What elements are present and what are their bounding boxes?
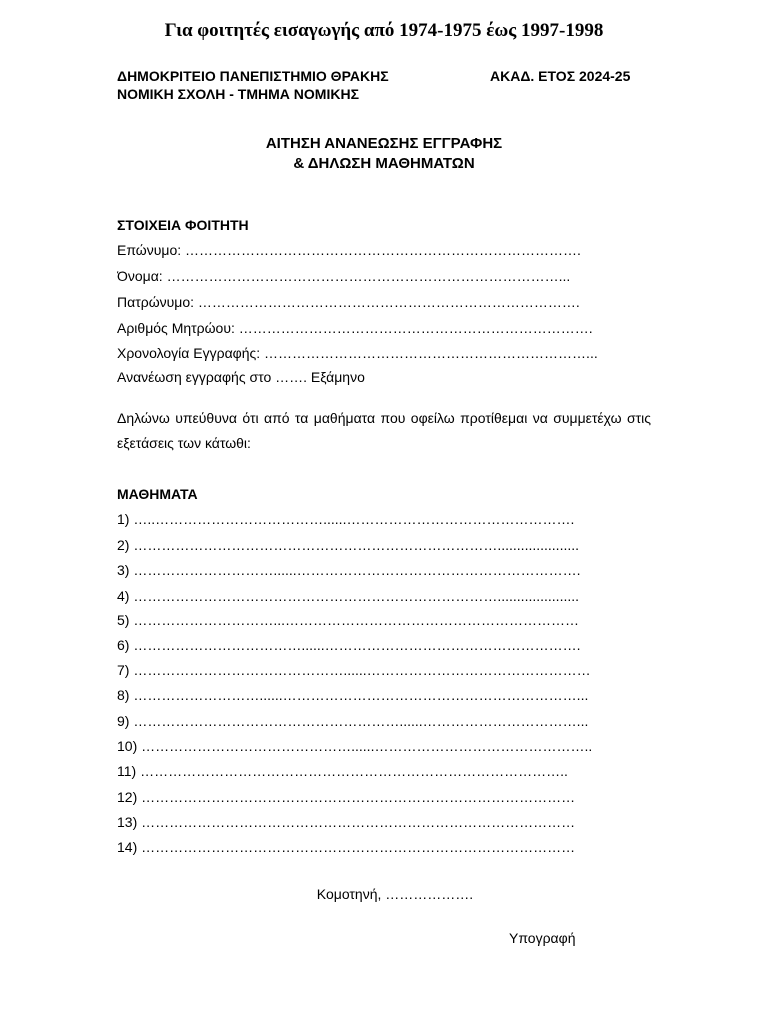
course-line: 10) ………………………………………......………………………………………..	[117, 738, 593, 754]
student-details-heading: ΣΤΟΙΧΕΙΑ ΦΟΙΤΗΤΗ	[117, 217, 249, 233]
course-line: 3) …………………………......…………………………………………………….	[117, 562, 581, 578]
surname-field: Επώνυμο: ………………………………………………………………………….	[117, 242, 581, 258]
renewal-semester-field: Ανανέωση εγγραφής στο ……. Εξάμηνο	[117, 369, 365, 385]
signature-label: Υπογραφή	[509, 930, 576, 946]
course-line: 14) …………………………………………………………………………………	[117, 839, 576, 855]
form-title	[0, 134, 768, 174]
registry-number-field: Αριθμός Μητρώου: ………………………………………………………………….	[117, 320, 593, 336]
enrollment-year-field: Χρονολογία Εγγραφής: ……………………………………………………………...	[117, 345, 598, 361]
course-line: 1) …..………………………………......………………………………………….	[117, 511, 575, 527]
place-date: Κομοτηνή, ……………….	[316, 886, 474, 902]
course-line: 5) …………………………...………………………………………………………	[117, 612, 580, 628]
academic-year: ΑΚΑΔ. ΕΤΟΣ 2024-25	[490, 68, 631, 84]
course-line: 7) ………………………………………......…………………………………………	[117, 662, 591, 678]
form-title-line-1: ΑΙΤΗΣΗ ΑΝΑΝΕΩΣΗΣ ΕΓΓΡΑΦΗΣ	[265, 135, 503, 152]
course-line: 9) …………………………………………………......……………………………...	[117, 713, 589, 729]
form-title-line-2: & ΔΗΛΩΣΗ ΜΑΘΗΜΑΤΩΝ	[293, 155, 475, 172]
course-line: 2) …………………………………………………………………….....................	[117, 537, 580, 553]
declaration-text: Δηλώνω υπεύθυνα ότι από τα μαθήματα που οφείλω προτίθεμαι να συμμετέχω στις εξετάσεις των κάτωθι:	[117, 410, 651, 451]
course-line: 4) …………………………………………………………………….....................	[117, 588, 580, 604]
university-name: ΔΗΜΟΚΡΙΤΕΙΟ ΠΑΝΕΠΙΣΤΗΜΙΟ ΘΡΑΚΗΣ	[117, 68, 389, 84]
course-line: 12) …………………………………………………………………………………	[117, 789, 576, 805]
institution-block	[117, 67, 389, 103]
courses-heading: ΜΑΘΗΜΑΤΑ	[117, 486, 198, 502]
father-name-field: Πατρώνυμο: ……………………………………………………………………….	[117, 294, 580, 310]
school-name: ΝΟΜΙΚΗ ΣΧΟΛΗ - ΤΜΗΜΑ ΝΟΜΙΚΗΣ	[117, 86, 359, 102]
applicability-title: Για φοιτητές εισαγωγής από 1974-1975 έως 1997-1998	[164, 20, 604, 41]
course-line: 11) ………………………………………………………………………………..	[117, 763, 568, 779]
course-line: 13) …………………………………………………………………………………	[117, 814, 576, 830]
name-field: Όνομα: …………………………………………………………………………...	[117, 268, 571, 284]
course-line: 8) ………………………......………………………………………………………...	[117, 687, 589, 703]
course-line: 6) ………………………………......……………………………………………….	[117, 637, 581, 653]
